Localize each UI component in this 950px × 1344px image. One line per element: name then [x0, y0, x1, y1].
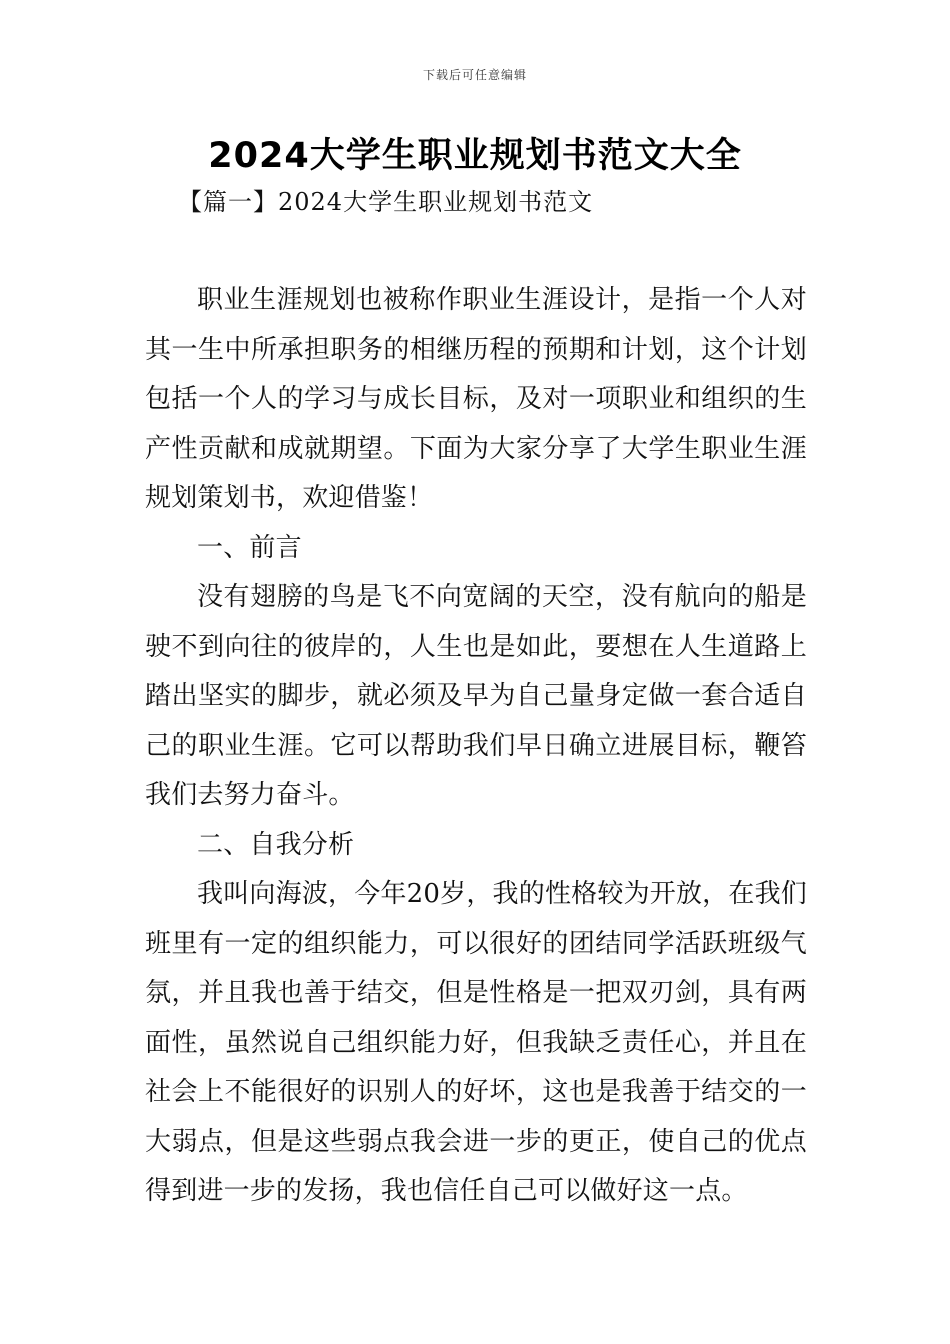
paragraph-intro: 职业生涯规划也被称作职业生涯设计，是指一个人对其一生中所承担职务的相继历程的预期和计划，这个计划包括一个人的学习与成长目标，及对一项职业和组织的生产性贡献和成就期望。下面为大家分享了大学生职业生涯规划策划书，欢迎借鉴！ [145, 285, 807, 513]
section-heading-preface: 一、前言 [197, 532, 302, 563]
section-heading-self-analysis: 二、自我分析 [197, 829, 355, 860]
paragraph-preface: 没有翅膀的鸟是飞不向宽阔的天空，没有航向的船是驶不到向往的彼岸的，人生也是如此，要想在人生道路上踏出坚实的脚步，就必须及早为自己量身定做一套合适自己的职业生涯。它可以帮助我们早日确立进展目标，鞭笞我们去努力奋斗。 [145, 582, 807, 810]
paragraph-self-analysis: 我叫向海波，今年20岁，我的性格较为开放，在我们班里有一定的组织能力，可以很好的团结同学活跃班级气氛，并且我也善于结交，但是性格是一把双刃剑，具有两面性，虽然说自己组织能力好，但我缺乏责任心，并且在社会上不能很好的识别人的好坏，这也是我善于结交的一大弱点，但是这些弱点我会进一步的更正，使自己的优点得到进一步的发扬，我也信任自己可以做好这一点。 [145, 879, 807, 1206]
document-body [145, 276, 807, 1217]
page-header-note: 下载后可任意编辑 [422, 68, 527, 82]
document-title: 2024大学生职业规划书范文大全 [208, 136, 742, 176]
section-subtitle: 【篇一】2024大学生职业规划书范文 [178, 188, 594, 216]
